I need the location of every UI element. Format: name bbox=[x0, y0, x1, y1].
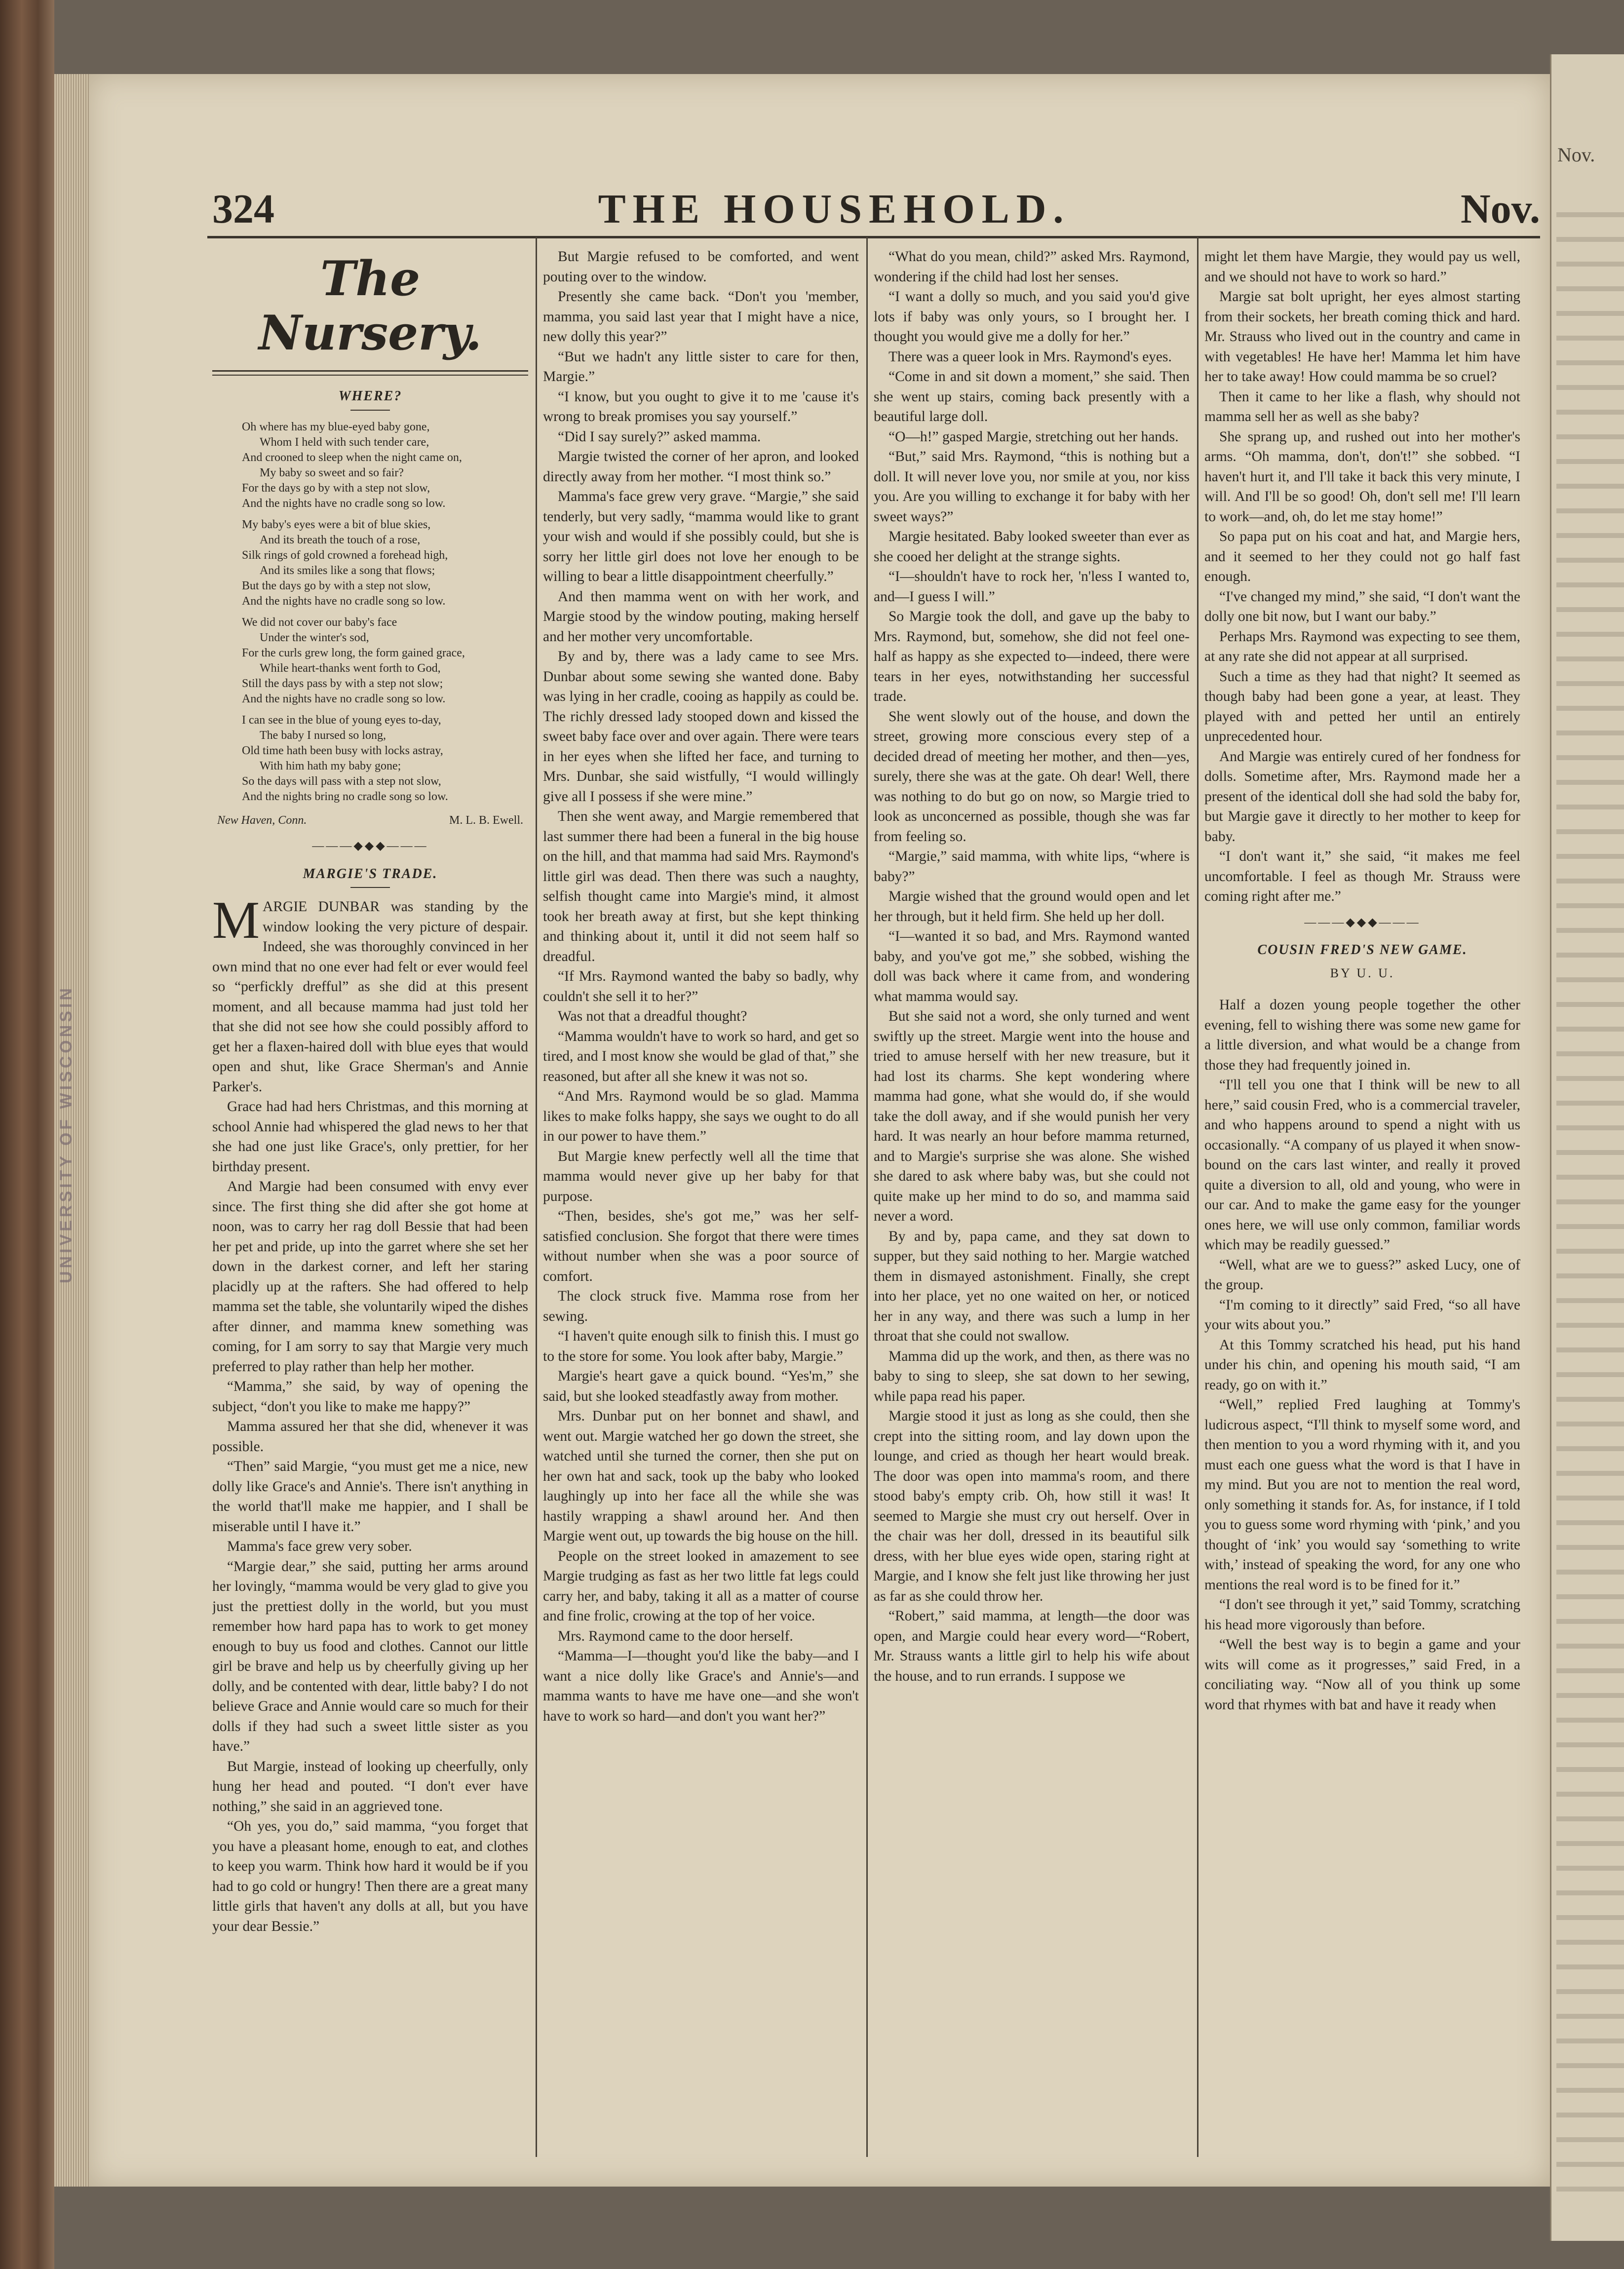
poem-line: So the days will pass with a step not slow, bbox=[242, 774, 441, 788]
poem-line: Oh where has my blue-eyed baby gone, bbox=[242, 420, 430, 433]
story-paragraph: But Margie, instead of looking up cheerfully, only hung her head and pouted. “I don't ever have nothing,” she said in an aggrieved tone. bbox=[212, 1758, 528, 1814]
poem-line: And the nights have no cradle song so low. bbox=[242, 692, 446, 705]
poem-line: With him hath my baby gone; bbox=[260, 759, 401, 772]
story-paragraph: “Come in and sit down a moment,” she said. Then she went up stairs, coming back presently with a beautiful large doll. bbox=[874, 369, 1190, 424]
ornament-divider: ———◆◆◆——— bbox=[312, 840, 428, 852]
issue-month: Nov. bbox=[1460, 186, 1540, 232]
story-title: MARGIE'S TRADE. bbox=[303, 866, 438, 882]
story-paragraph: Mamma's face grew very sober. bbox=[227, 1538, 412, 1554]
poem-line: For the curls grew long, the form gained grace, bbox=[242, 646, 465, 659]
story-paragraph: Such a time as they had that night? It seemed as though baby had been gone a year, at least. They played with and petted her until an entirely unprecedented hour. bbox=[1204, 668, 1520, 744]
story-paragraph: She sprang up, and rushed out into her mother's arms. “Oh mamma, don't, don't!” she sobbed. “I haven't hurt it, and I'll take it back this very minute, I will. And I'll be so good! Oh, don't sell me! I'll learn to work—and, oh, do let me stay home!” bbox=[1204, 428, 1520, 525]
story2-byline: BY U. U. bbox=[1330, 965, 1395, 980]
next-page-edge bbox=[1550, 54, 1624, 2241]
story-paragraph: “What do you mean, child?” asked Mrs. Raymond, wondering if the child had lost her senses. bbox=[874, 249, 1190, 285]
story-paragraph: “Well the best way is to begin a game and your wits will come as it progresses,” said Fred, in a conciliating way. “Now all of you think up some word that rhymes with bat and have it ready when bbox=[1204, 1637, 1520, 1713]
story-paragraph: Margie twisted the corner of her apron, and looked directly away from her mother. “I most think so.” bbox=[543, 449, 859, 485]
story-paragraph: might let them have Margie, they would pay us well, and we should not have to work so hard.” bbox=[1204, 249, 1520, 285]
story-paragraph: “Mamma wouldn't have to work so hard, and get so tired, and I most know she would be glad of that,” she reasoned, but after all she knew it was not so. bbox=[543, 1028, 859, 1084]
poem-line: And its breath the touch of a rose, bbox=[260, 533, 421, 546]
story-paragraph: “But,” said Mrs. Raymond, “this is nothing but a doll. It will never love you, nor smile at you, nor kiss you. Are you willing to exchange it for baby with her sweet ways?” bbox=[874, 449, 1190, 525]
story-paragraph: “I'm coming to it directly” said Fred, “so all have your wits about you.” bbox=[1204, 1297, 1520, 1333]
story-paragraph: “I—wanted it so bad, and Mrs. Raymond wanted baby, and you've got me,” she sobbed, wishing the doll was back where it came from, and wondering what mamma would say. bbox=[874, 928, 1190, 1004]
poem-line: And the nights bring no cradle song so low. bbox=[242, 790, 448, 803]
story-paragraph: And then mamma went on with her work, and Margie stood by the window pouting, making herself and her mother very uncomfortable. bbox=[543, 588, 859, 645]
poem-line: But the days go by with a step not slow, bbox=[242, 579, 431, 592]
book-spine bbox=[0, 0, 54, 2269]
poem-line: My baby so sweet and so fair? bbox=[260, 466, 404, 479]
story-paragraph: Was not that a dreadful thought? bbox=[558, 1008, 747, 1024]
poem-stanza bbox=[242, 713, 528, 805]
story-paragraph: Margie sat bolt upright, her eyes almost starting from their sockets, her breath coming thick and hard. Mr. Strauss who lived out in the country and came in with vegetables! He have her! Mamma let him have her to take away! How could mamma be so cruel? bbox=[1204, 289, 1520, 385]
column-2 bbox=[543, 247, 859, 2162]
poem-line: We did not cover our baby's face bbox=[242, 615, 397, 629]
story-paragraph: People on the street looked in amazement to see Margie trudging as fast as her two little fat legs could carry her, and baby, taking it all as a matter of course and fine frolic, crowing at the top of her voice. bbox=[543, 1548, 859, 1624]
story-paragraph: Mamma's face grew very grave. “Margie,” she said tenderly, but very sadly, “mamma would like to grant your wish and would if she possibly could, but she is sorry her little girl does not love her enough to be willing to bear a little disappointment cheerfully.” bbox=[543, 489, 859, 584]
poem-line: For the days go by with a step not slow, bbox=[242, 481, 430, 495]
title-rule bbox=[350, 887, 390, 888]
story-paragraph: Then she went away, and Margie remembered that last summer there had been a funeral in the big house on the hill, and that mamma had said Mrs. Raymond's little girl was dead. Then there was such a naughty, selfish thought came into Margie's mind, it almost took her breath away at first, but she kept thinking and thinking about it, until it did not seem half so dreadful. bbox=[543, 808, 859, 964]
story-paragraph: “Then, besides, she's got me,” was her self-satisfied conclusion. She forgot that there were times without number when she was a poor source of comfort. bbox=[543, 1208, 859, 1284]
story-paragraph-text: ARGIE DUNBAR was standing by the window looking the very picture of despair. Indeed, she was thoroughly convinced in her own mind that no one ever had felt or ever would feel so “perfickly drefful” as she did at this present moment, and all because mamma had just told her that she did not see how she could possibly afford to get her a flaxen-haired doll with blue eyes that would open and shut, like Grace Sherman's and Annie Parker's. bbox=[212, 899, 528, 1095]
poem-title: WHERE? bbox=[338, 388, 402, 404]
poem-stanza bbox=[242, 517, 528, 609]
poem-line: I can see in the blue of young eyes to-day, bbox=[242, 713, 441, 727]
story-paragraph: The clock struck five. Mamma rose from her sewing. bbox=[543, 1288, 859, 1324]
story-paragraph: “O—h!” gasped Margie, stretching out her hands. bbox=[889, 428, 1179, 445]
story-paragraph: But she said not a word, she only turned and went swiftly up the street. Margie went into the house and tried to amuse herself with her new treasure, but it had lost its charms. She kept wondering where mamma had gone, what she would do, if she would take the doll away, and if she would punish her very hard. It was nearly an hour before mamma returned, and to Margie's surprise she was alone. She wished she dared to ask where baby was, but she could not quite make up her mind to do so, and mamma said never a word. bbox=[874, 1008, 1190, 1224]
poem-line: And the nights have no cradle song so low. bbox=[242, 497, 446, 510]
ornament-divider: ———◆◆◆——— bbox=[1304, 916, 1421, 929]
story-paragraph: “Margie dear,” she said, putting her arms around her lovingly, “mamma would be very glad to give you just the prettiest dolly in the world, but you must remember how hard papa has to work to get money enough to buy us food and clothes. Cannot our little girl be brave and help us by cheerfully giving up her dolly, and be contented with dear, little baby? I do not believe Grace and Annie would care so much for their dolls if they had such a sweet little sister as you have.” bbox=[212, 1558, 528, 1754]
story-paragraph: “I don't want it,” she said, “it makes me feel uncomfortable. I feel as though Mr. Strauss were coming right after me.” bbox=[1204, 848, 1520, 904]
poem-signature bbox=[217, 810, 523, 831]
poem-line: Whom I held with such tender care, bbox=[260, 435, 429, 449]
story-paragraph: But Margie knew perfectly well all the time that mamma would never give up her baby for that purpose. bbox=[543, 1148, 859, 1204]
story-paragraph: “Well, what are we to guess?” asked Lucy, one of the group. bbox=[1204, 1257, 1520, 1293]
story-paragraph: Margie hesitated. Baby looked sweeter than ever as she cooed her delight at the strange sights. bbox=[874, 529, 1190, 565]
story-paragraph: Mamma did up the work, and then, as there was no baby to sing to sleep, she sat down to her sewing, while papa read his paper. bbox=[874, 1348, 1190, 1404]
title-rule bbox=[350, 410, 390, 411]
story-paragraph: “If Mrs. Raymond wanted the baby so badly, why couldn't she sell it to her?” bbox=[543, 968, 859, 1004]
column-1 bbox=[212, 247, 528, 2162]
story2-title: COUSIN FRED'S NEW GAME. bbox=[1257, 942, 1468, 958]
story-paragraph: “Robert,” said mamma, at length—the door was open, and Margie could hear every word—“Robert, Mr. Strauss wants a little girl to help his wife about the house, and to run errands. I suppose we bbox=[874, 1608, 1190, 1684]
column-4 bbox=[1204, 247, 1520, 2162]
story-paragraph: Margie's heart gave a quick bound. “Yes'm,” she said, but she looked steadfastly away from mother. bbox=[543, 1368, 859, 1404]
poem-author: M. L. B. Ewell. bbox=[449, 813, 523, 827]
story-paragraph: At this Tommy scratched his head, put his hand under his chin, and opening his mouth said, “I am ready, go on with it.” bbox=[1204, 1337, 1520, 1393]
page-header bbox=[123, 183, 1545, 237]
poem-line: The baby I nursed so long, bbox=[260, 729, 386, 742]
story-paragraph: So Margie took the doll, and gave up the baby to Mrs. Raymond, but, somehow, she did not feel one-half as happy as she expected to—indeed, there were tears in her eyes, notwithstanding her successful trade. bbox=[874, 609, 1190, 704]
poem bbox=[242, 420, 528, 805]
story-paragraph: By and by, there was a lady came to see Mrs. Dunbar about some sewing she wanted done. Baby was lying in her cradle, cooing as happily as could be. The richly dressed lady stooped down and kissed the sweet baby face over and over again. There were tears in her eyes when she lifted her face, and turning to Mrs. Dunbar, she said wistfully, “I would willingly give all I possess if she were mine.” bbox=[543, 649, 859, 805]
story-paragraph: Margie stood it just as long as she could, then she crept into the sitting room, and lay down upon the lounge, and cried as though her heart would break. The door was open into mamma's room, and there stood baby's empty crib. Oh, how still it was! It seemed to Margie she must cry out herself. Over in the chair was her doll, dressed in its beautiful silk dress, with her blue eyes wide open, staring right at Margie, and I know she felt just like throwing her just as far as she could throw her. bbox=[874, 1408, 1190, 1604]
story-paragraph: So papa put on his coat and hat, and Margie hers, and it seemed to her they could not go half fast enough. bbox=[1204, 529, 1520, 584]
column-rule bbox=[536, 237, 537, 2157]
poem-line: My baby's eyes were a bit of blue skies, bbox=[242, 518, 431, 531]
poem-place: New Haven, Conn. bbox=[217, 813, 307, 827]
story-paragraph: “I—shouldn't have to rock her, 'n'less I wanted to, and—I guess I will.” bbox=[874, 569, 1190, 605]
next-page-month: Nov. bbox=[1557, 144, 1595, 166]
story-paragraph: Then it came to her like a flash, why should not mamma sell her as well as she baby? bbox=[1204, 388, 1520, 424]
story-paragraph: “I don't see through it yet,” said Tommy, scratching his head more vigorously than before. bbox=[1204, 1597, 1520, 1633]
story-paragraph: But Margie refused to be comforted, and went pouting over to the window. bbox=[543, 249, 859, 285]
story-paragraph: “Then” said Margie, “you must get me a nice, new dolly like Grace's and Annie's. There isn't anything in the world that'll make me happier, and I shall be miserable until I have it.” bbox=[212, 1459, 528, 1535]
story-paragraph: She went slowly out of the house, and down the street, growing more conscious every step of a decided dread of meeting her mother, and then—yes, surely, there she was at the gate. Oh dear! Well, there was nothing to do but go on now, so Margie tried to look as unconcerned as possible, though she was far from feeling so. bbox=[874, 708, 1190, 845]
header-rule bbox=[207, 236, 1540, 238]
heading-rule bbox=[212, 370, 528, 376]
masthead-title: THE HOUSEHOLD. bbox=[598, 186, 1071, 232]
story-paragraph: By and by, papa came, and they sat down to supper, but they said nothing to her. Margie watched them in dismayed astonishment. Finally, she crept into her place, yet no one waited on her, or noticed her in any way, and there was such a lump in her throat that she could not swallow. bbox=[874, 1228, 1190, 1344]
story-paragraph: There was a queer look in Mrs. Raymond's eyes. bbox=[889, 348, 1172, 365]
story-paragraph: “I know, but you ought to give it to me 'cause it's wrong to break promises you say yourself.” bbox=[543, 388, 859, 424]
drop-cap: M bbox=[212, 891, 260, 950]
story-paragraph: Margie wished that the ground would open and let her through, but it held firm. She held up her doll. bbox=[874, 888, 1190, 924]
story-paragraph: “Well,” replied Fred laughing at Tommy's ludicrous aspect, “I'll think to myself some word, and then mention to you a word rhyming with it, and you must each one guess what the word is that I have in my mind. But you are not to mention the real word, only something it stands for. As, for instance, if I told you to guess some word rhyming with ‘pink,’ and you thought of ‘ink’ you would say ‘something to write with,’ instead of speaking the word, for any one who mentions the real word is to be fined for it.” bbox=[1204, 1397, 1520, 1593]
column-rule bbox=[866, 237, 868, 2157]
story-paragraph: “But we hadn't any little sister to care for then, Margie.” bbox=[543, 348, 859, 385]
story-paragraph: “And Mrs. Raymond would be so glad. Mamma likes to make folks happy, she says we ought to do all in our power to have them.” bbox=[543, 1088, 859, 1144]
poem-line: And its smiles like a song that flows; bbox=[260, 564, 435, 577]
poem-line: And the nights have no cradle song so low. bbox=[242, 594, 446, 608]
story-paragraph: Presently she came back. “Don't you 'member, mamma, you said last year that I might have a nice, new dolly this year?” bbox=[543, 289, 859, 345]
story-paragraph: Mrs. Raymond came to the door herself. bbox=[558, 1628, 793, 1644]
poem-line: Under the winter's sod, bbox=[260, 631, 369, 644]
poem-line: While heart-thanks went forth to God, bbox=[260, 661, 441, 675]
poem-stanza bbox=[242, 420, 528, 511]
story-paragraph: Grace had had hers Christmas, and this morning at school Annie had whispered the glad news to her that she had one just like Grace's, only prettier, for her birthday present. bbox=[212, 1099, 528, 1175]
story-paragraph: “I want a dolly so much, and you said you'd give lots if baby was only yours, so I brought her. I thought you would give me a dolly for her.” bbox=[874, 289, 1190, 345]
department-heading: The Nursery. bbox=[258, 251, 482, 361]
story-paragraph: “Oh yes, you do,” said mamma, “you forget that you have a pleasant home, enough to eat, and clothes to keep you warm. Think how hard it would be if you had to go cold or hungry! Then there are a great many little girls that haven't any dolls at all, but you have your dear Bessie.” bbox=[212, 1818, 528, 1934]
story-paragraph: Perhaps Mrs. Raymond was expecting to see them, at any rate she did not appear at all surprised. bbox=[1204, 628, 1520, 664]
story-paragraph: “Did I say surely?” asked mamma. bbox=[558, 428, 761, 445]
poem-line: Old time hath been busy with locks astray, bbox=[242, 744, 443, 757]
story-paragraph: “Margie,” said mamma, with white lips, “where is baby?” bbox=[874, 848, 1190, 885]
story-paragraph: “I've changed my mind,” she said, “I don't want the dolly one bit now, but I want our baby.” bbox=[1204, 588, 1520, 624]
column-rule bbox=[1197, 237, 1199, 2157]
story-paragraph: And Margie had been consumed with envy ever since. The first thing she did after she got home at noon, was to carry her rag doll Bessie that had been her pet and pride, up into the garret where she set her down in the darkest corner, and left her staring placidly up at the rafters. She had offered to help mamma set the table, she voluntarily wiped the dishes after dinner, and mamma knew something was coming, for I am sorry to say that Margie very much preferred to play rather than help her mother. bbox=[212, 1179, 528, 1375]
story-paragraph: And Margie was entirely cured of her fondness for dolls. Sometime after, Mrs. Raymond made her a present of the identical doll she had sold the baby for, but Margie gave it directly to her mother to keep for baby. bbox=[1204, 748, 1520, 845]
story-paragraph: Half a dozen young people together the other evening, fell to wishing there was some new game for a little diversion, and what would be a change from those they had frequently joined in. bbox=[1204, 997, 1520, 1073]
story-paragraph: “Mamma—I—thought you'd like the baby—and I want a nice dolly like Grace's and Annie's—and mamma wants to have me have one—and she won't have to work so hard—and don't you want her?” bbox=[543, 1648, 859, 1724]
story-paragraph bbox=[212, 891, 528, 1097]
poem-line: And crooned to sleep when the night came on, bbox=[242, 451, 462, 464]
column-3 bbox=[874, 247, 1190, 2162]
story-paragraph: “Mamma,” she said, by way of opening the subject, “don't you like to make me happy?” bbox=[212, 1379, 528, 1415]
poem-stanza bbox=[242, 615, 528, 707]
story-paragraph: “I haven't quite enough silk to finish this. I must go to the store for some. You look after baby, Margie.” bbox=[543, 1328, 859, 1364]
library-stamp: UNIVERSITY OF WISCONSIN bbox=[57, 985, 76, 1283]
story-paragraph: Mrs. Dunbar put on her bonnet and shawl, and went out. Margie watched her go down the street, she watched until she turned the corner, then she put on her own hat and sack, took up the baby who looked laughingly up into her face all the while she was hastily wrapping a shawl around her. And then Margie went out, up towards the big house on the hill. bbox=[543, 1408, 859, 1544]
page-number: 324 bbox=[212, 186, 274, 232]
next-page-text-lines bbox=[1556, 192, 1624, 2201]
poem-line: Silk rings of gold crowned a forehead high, bbox=[242, 548, 448, 562]
poem-line: Still the days pass by with a step not slow; bbox=[242, 677, 443, 690]
story-paragraph: “I'll tell you one that I think will be new to all here,” said cousin Fred, who is a commercial traveler, and who happens around to spend a night with us occasionally. “A company of us played it when snow-bound on the cars last winter, and really it proved quite a diversion to all, old and young, who were in our car. And to make the game easy for the younger ones here, we will use only common, familiar words which may be readily guessed.” bbox=[1204, 1077, 1520, 1253]
story-paragraph: Mamma assured her that she did, whenever it was possible. bbox=[212, 1419, 528, 1455]
